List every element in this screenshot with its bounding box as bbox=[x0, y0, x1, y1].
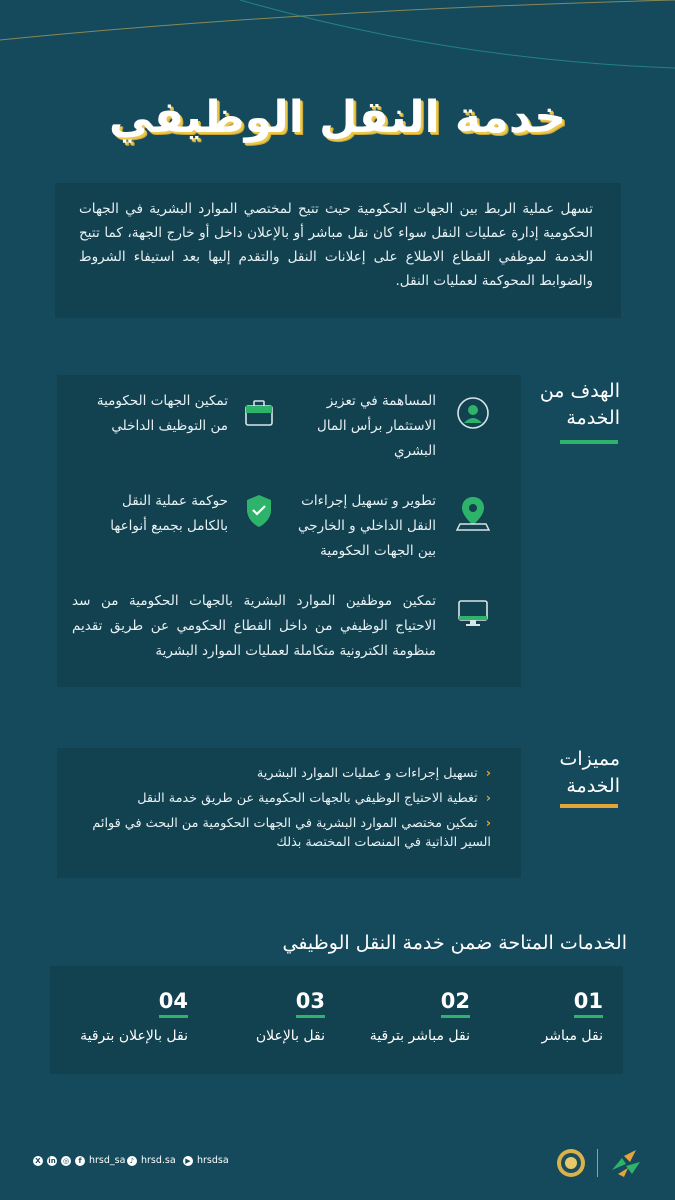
chevron-left-icon: ‹ bbox=[485, 791, 491, 806]
social-group-3 bbox=[33, 1155, 125, 1166]
goals-heading: الهدف من الخدمة bbox=[539, 380, 620, 429]
service-number: 03 bbox=[296, 988, 325, 1018]
goals-heading-underline bbox=[560, 440, 618, 444]
social-handle: hrsd.sa bbox=[141, 1155, 176, 1166]
facebook-icon: f bbox=[75, 1156, 85, 1166]
footer bbox=[0, 1148, 675, 1178]
social-group-1 bbox=[183, 1155, 229, 1166]
social-group-2 bbox=[127, 1155, 176, 1166]
logo-divider bbox=[597, 1149, 598, 1177]
feature-item: ‹تسهيل إجراءات و عمليات الموارد البشرية bbox=[256, 766, 491, 781]
feature-item: ‹تغطية الاحتياج الوظيفي بالجهات الحكومية عن طريق خدمة النقل bbox=[137, 791, 491, 806]
youtube-icon: ▶ bbox=[183, 1156, 193, 1166]
x-icon: X bbox=[33, 1156, 43, 1166]
linkedin-icon: in bbox=[48, 1156, 56, 1165]
service-item bbox=[370, 988, 470, 1044]
social-handle: hrsd_sa bbox=[89, 1155, 126, 1166]
intro-text: تسهل عملية الربط بين الجهات الحكومية حيث تتيح لمختصي الموارد البشرية في الجهات الحكومية إدارة عمليات النقل سواء كان نقل مباشر أو بالإعلان داخل أو خارج الجهة، كما تتيح الخدمة لموظفي القطاع الاطلاع على إعلانات النقل والتقدم إليها بعد استيفاء الشروط والضوابط المحوكمة لعمليات النقل. bbox=[79, 201, 593, 289]
services-heading: الخدمات المتاحة ضمن خدمة النقل الوظيفي bbox=[282, 932, 627, 954]
service-item bbox=[256, 988, 325, 1044]
service-item bbox=[542, 988, 603, 1044]
goals-panel bbox=[57, 375, 521, 687]
social-handle: hrsdsa bbox=[197, 1155, 229, 1166]
goal-item: تمكين الجهات الحكومية من التوظيف الداخلي bbox=[96, 393, 228, 434]
chevron-left-icon: ‹ bbox=[485, 816, 491, 831]
service-label: نقل بالإعلان بترقية bbox=[80, 1028, 188, 1044]
services-panel bbox=[50, 966, 623, 1074]
service-label: نقل بالإعلان bbox=[255, 1028, 325, 1044]
features-panel bbox=[57, 748, 521, 878]
service-number: 01 bbox=[574, 988, 603, 1018]
features-heading-underline bbox=[560, 804, 618, 808]
service-number: 02 bbox=[441, 988, 470, 1018]
service-label: نقل مباشر بترقية bbox=[369, 1028, 470, 1044]
tiktok-icon: ♪ bbox=[127, 1156, 137, 1166]
page-title: خدمة النقل الوظيفي bbox=[109, 92, 566, 143]
feature-item: ‹تمكين مختصي الموارد البشرية في الجهات الحكومية من البحث في قوائم السير الذاتية في المنصات المختصة بذلك bbox=[92, 816, 491, 850]
goal-item: المساهمة في تعزيز الاستثمار برأس المال البشري bbox=[317, 393, 436, 459]
person-circle-icon bbox=[453, 393, 493, 433]
service-item bbox=[80, 988, 188, 1044]
monitor-icon bbox=[453, 593, 493, 633]
features-heading: مميزات الخدمة bbox=[559, 748, 620, 797]
intro-panel bbox=[55, 183, 621, 318]
goal-item: حوكمة عملية النقل بالكامل بجميع أنواعها bbox=[110, 493, 228, 534]
briefcase-icon bbox=[239, 393, 279, 433]
service-number: 04 bbox=[159, 988, 188, 1018]
service-label: نقل مباشر bbox=[541, 1028, 603, 1044]
instagram-icon: ◎ bbox=[62, 1156, 70, 1165]
goal-item: تطوير و تسهيل إجراءات النقل الداخلي و الخارجي بين الجهات الحكومية bbox=[298, 493, 436, 559]
chevron-left-icon: ‹ bbox=[485, 766, 491, 781]
location-pin-icon bbox=[453, 493, 493, 533]
ministry-logo bbox=[608, 1148, 644, 1178]
shield-check-icon bbox=[239, 491, 279, 531]
government-seal-logo bbox=[556, 1148, 586, 1178]
goal-item: تمكين موظفين الموارد البشرية بالجهات الحكومية من سد الاحتياج الوظيفي من داخل القطاع الحكومي عن طريق تقديم منظومة الكترونية متكاملة لعمليات الموارد البشرية bbox=[72, 593, 436, 659]
decorative-arcs bbox=[0, 0, 675, 80]
